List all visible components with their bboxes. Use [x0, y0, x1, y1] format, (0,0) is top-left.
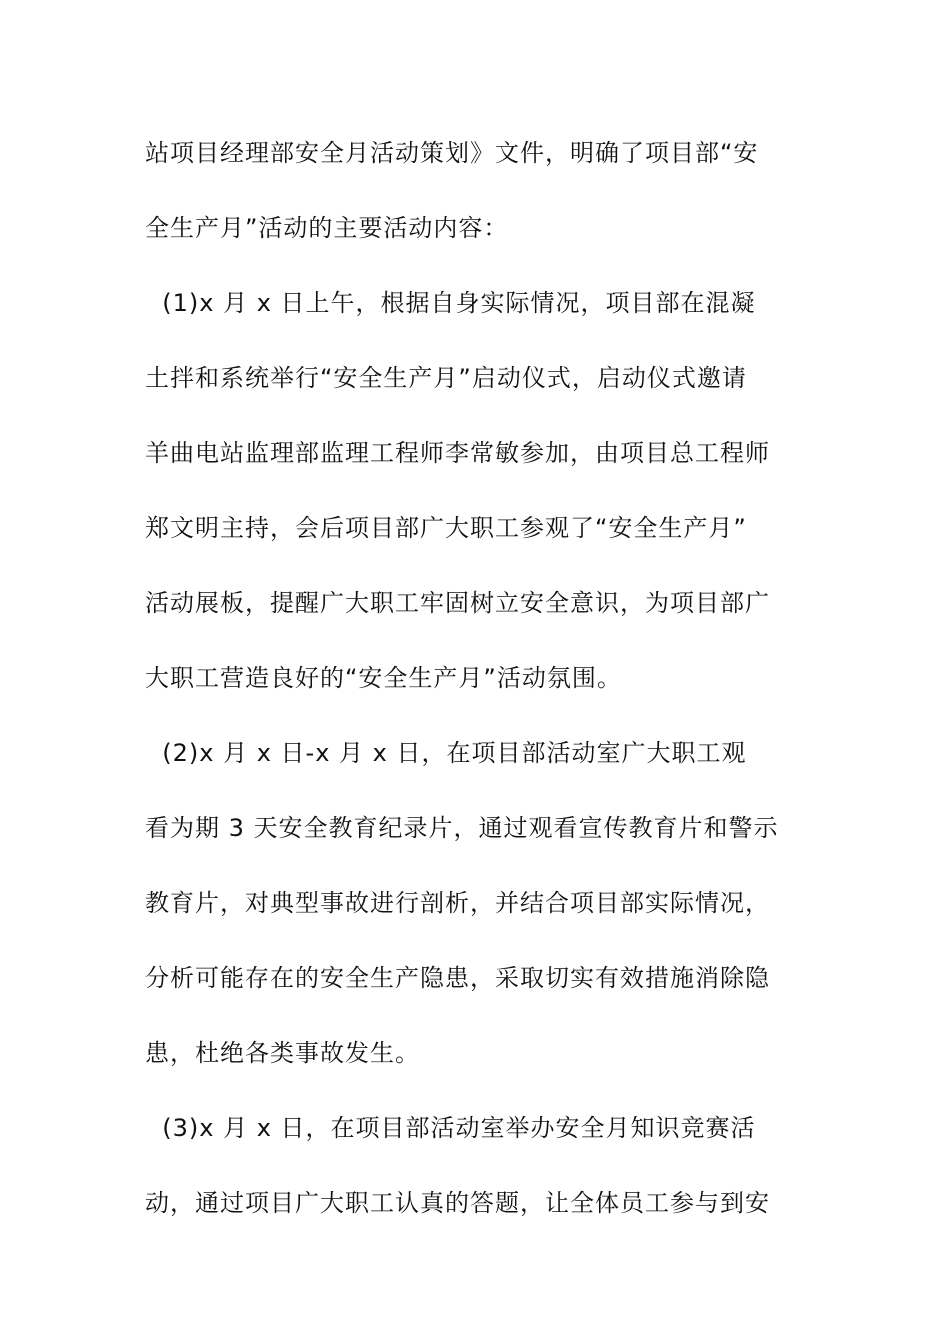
text-line: 土拌和系统举行“安全生产月”启动仪式，启动仪式邀请	[145, 364, 747, 392]
text-line: 教育片，对典型事故进行剖析，并结合项目部实际情况，	[145, 889, 770, 917]
text-line: 全生产月”活动的主要活动内容：	[145, 214, 509, 242]
text-line: 分析可能存在的安全生产隐患，采取切实有效措施消除隐	[145, 964, 770, 992]
text-line: (3)x 月 x 日，在项目部活动室举办安全月知识竞赛活	[145, 1114, 756, 1142]
text-line: 看为期 3 天安全教育纪录片，通过观看宣传教育片和警示	[145, 814, 779, 842]
text-line: 羊曲电站监理部监理工程师李常敏参加，由项目总工程师	[145, 439, 770, 467]
text-line: 站项目经理部安全月活动策划》文件，明确了项目部“安	[145, 139, 759, 167]
text-line: (2)x 月 x 日-x 月 x 日，在项目部活动室广大职工观	[145, 739, 747, 767]
text-line: 郑文明主持，会后项目部广大职工参观了“安全生产月”	[145, 514, 747, 542]
body-text	[145, 124, 805, 1249]
text-line: 动，通过项目广大职工认真的答题，让全体员工参与到安	[145, 1189, 770, 1217]
text-line: 活动展板，提醒广大职工牢固树立安全意识，为项目部广	[145, 589, 770, 617]
text-line: 大职工营造良好的“安全生产月”活动氛围。	[145, 664, 622, 692]
text-line: 患，杜绝各类事故发生。	[145, 1039, 420, 1067]
text-line: (1)x 月 x 日上午，根据自身实际情况，项目部在混凝	[145, 289, 756, 317]
